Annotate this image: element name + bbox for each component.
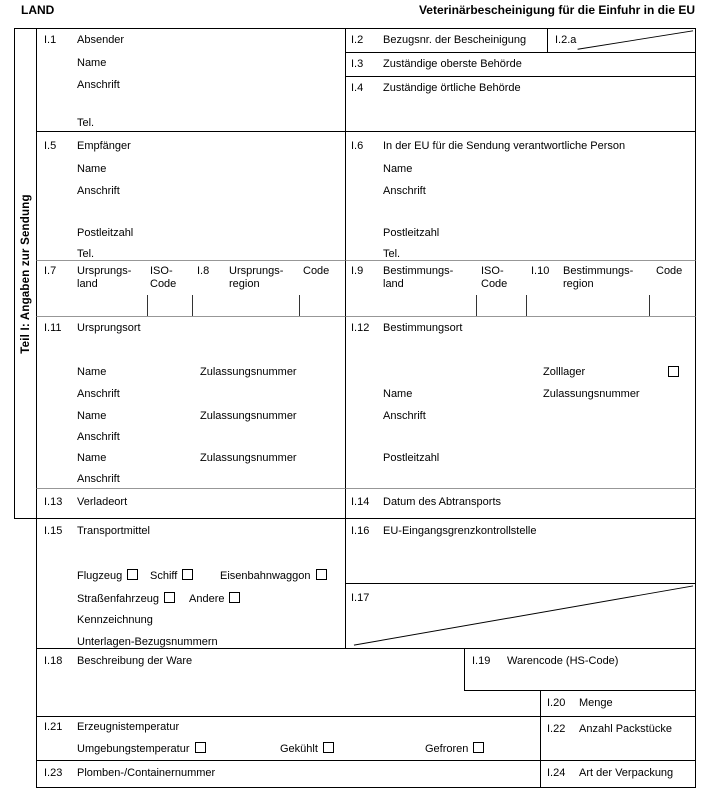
country-label: LAND [21, 3, 55, 17]
i5-number: I.5 [44, 140, 57, 152]
i3-number: I.3 [351, 58, 364, 70]
subfield-divider [649, 295, 650, 316]
i21-number: I.21 [44, 721, 63, 733]
i1-address-label: Anschrift [77, 79, 120, 91]
i18-label: Beschreibung der Ware [77, 655, 193, 667]
i15-road-option [77, 592, 175, 606]
field-i21 [36, 716, 541, 761]
i22-number: I.22 [547, 723, 566, 735]
i8-number: I.8 [197, 265, 210, 277]
i23-number: I.23 [44, 767, 63, 779]
ambient-label: Umgebungstemperatur [77, 743, 190, 755]
i16-label: EU-Eingangsgrenzkontrollstelle [383, 525, 537, 537]
airplane-label: Flugzeug [77, 570, 123, 582]
i9-iso-label: ISO-Code [481, 265, 508, 290]
i24-label: Art der Verpackung [579, 767, 674, 779]
field-i1 [36, 28, 346, 132]
part1-label: Teil I: Angaben zur Sendung [19, 193, 32, 354]
diagonal-line [548, 29, 695, 52]
subfield-divider [526, 295, 527, 316]
i10-label: Bestimmungs-region [563, 265, 634, 290]
subfield-divider [147, 295, 148, 316]
subfield-divider [476, 295, 477, 316]
i13-label: Verladeort [77, 496, 128, 508]
i1-tel-label: Tel. [77, 117, 95, 129]
i12-name-label: Name [383, 388, 413, 400]
other-label: Andere [189, 593, 225, 605]
i2-number: I.2 [351, 34, 364, 46]
field-i4 [345, 76, 696, 132]
i11-address-label-1: Anschrift [77, 388, 120, 400]
field-i7-i8 [36, 260, 346, 317]
i5-name-label: Name [77, 163, 107, 175]
field-i13 [36, 488, 346, 519]
i5-address-label: Anschrift [77, 185, 120, 197]
form-title: Veterinärbescheinigung für die Einfuhr in die EU [418, 3, 695, 17]
i10-code-label: Code [656, 265, 683, 277]
i13-number: I.13 [44, 496, 63, 508]
field-i9-i10 [345, 260, 696, 317]
field-i3 [345, 52, 696, 77]
i6-label: In der EU für die Sendung verantwortliche Person [383, 140, 626, 152]
i6-number: I.6 [351, 140, 364, 152]
i21-frozen-option [425, 742, 484, 756]
i1-number: I.1 [44, 34, 57, 46]
i15-other-option [189, 592, 240, 606]
field-i23 [36, 760, 541, 788]
ship-label: Schiff [150, 570, 178, 582]
i17-number: I.17 [351, 592, 370, 604]
i15-airplane-option [77, 569, 138, 583]
i16-number: I.16 [351, 525, 370, 537]
i3-label: Zuständige oberste Behörde [383, 58, 522, 70]
field-i16 [345, 518, 696, 584]
field-i20 [540, 690, 696, 717]
i11-approval-label-1: Zulassungsnummer [200, 366, 297, 378]
frozen-label: Gefroren [425, 743, 469, 755]
i8-label: Ursprungs-region [229, 265, 284, 290]
i12-postcode-label: Postleitzahl [383, 452, 440, 464]
field-i2 [345, 28, 548, 53]
field-i22 [540, 716, 696, 761]
field-i6 [345, 131, 696, 261]
i12-number: I.12 [351, 322, 370, 334]
i5-label: Empfänger [77, 140, 131, 152]
subfield-divider [299, 295, 300, 316]
flugzeug-checkbox[interactable] [127, 569, 138, 580]
i9-number: I.9 [351, 265, 364, 277]
i11-number: I.11 [44, 322, 62, 334]
i7-number: I.7 [44, 265, 57, 277]
gefroren-checkbox[interactable] [473, 742, 484, 753]
i7-iso-label: ISO-Code [150, 265, 177, 290]
i6-tel-label: Tel. [383, 248, 401, 260]
i7-label: Ursprungs-land [77, 265, 132, 290]
i6-address-label: Anschrift [383, 185, 426, 197]
i12-approval-label: Zulassungsnummer [543, 388, 640, 400]
i15-number: I.15 [44, 525, 63, 537]
umgebungstemperatur-checkbox[interactable] [195, 742, 206, 753]
i9-label: Bestimmungs-land [383, 265, 454, 290]
railway-label: Eisenbahnwaggon [220, 570, 311, 582]
field-i11 [36, 316, 346, 489]
i14-label: Datum des Abtransports [383, 496, 502, 508]
gekuehlt-checkbox[interactable] [323, 742, 334, 753]
andere-checkbox[interactable] [229, 592, 240, 603]
i23-label: Plomben-/Containernummer [77, 767, 216, 779]
schiff-checkbox[interactable] [182, 569, 193, 580]
i20-label: Menge [579, 697, 613, 709]
i11-approval-label-2: Zulassungsnummer [200, 410, 297, 422]
i1-label: Absender [77, 34, 125, 46]
eisenbahnwaggon-checkbox[interactable] [316, 569, 327, 580]
i11-name-label-2: Name [77, 410, 107, 422]
i11-address-label-3: Anschrift [77, 473, 120, 485]
i21-label: Erzeugnistemperatur [77, 721, 180, 733]
i18-number: I.18 [44, 655, 63, 667]
i19-number: I.19 [472, 655, 491, 667]
i6-postcode-label: Postleitzahl [383, 227, 440, 239]
i6-name-label: Name [383, 163, 413, 175]
i12-customs-warehouse-label: Zolllager [543, 366, 586, 378]
field-i24 [540, 760, 696, 788]
subfield-divider [192, 295, 193, 316]
chilled-label: Gekühlt [280, 743, 318, 755]
i24-number: I.24 [547, 767, 566, 779]
i15-doc-refs-label: Unterlagen-Bezugsnummern [77, 636, 218, 648]
i21-chilled-option [280, 742, 334, 756]
i4-number: I.4 [351, 82, 364, 94]
part1-strip [14, 28, 37, 519]
diagonal-line [346, 584, 695, 648]
i15-label: Transportmittel [77, 525, 150, 537]
i2a-number: I.2.a [555, 34, 577, 46]
field-i14 [345, 488, 696, 519]
i11-name-label-3: Name [77, 452, 107, 464]
i21-ambient-option [77, 742, 206, 756]
i15-railway-option [220, 569, 327, 583]
strassenfahrzeug-checkbox[interactable] [164, 592, 175, 603]
i12-address-label: Anschrift [383, 410, 426, 422]
field-i17 [345, 583, 696, 649]
road-label: Straßenfahrzeug [77, 593, 159, 605]
i1-name-label: Name [77, 57, 107, 69]
i5-postcode-label: Postleitzahl [77, 227, 134, 239]
field-i15 [36, 518, 346, 649]
i11-name-label-1: Name [77, 366, 107, 378]
i2-label: Bezugsnr. der Bescheinigung [383, 34, 527, 46]
i11-label: Ursprungsort [77, 322, 141, 334]
field-i19 [464, 648, 696, 691]
i10-number: I.10 [531, 265, 550, 277]
zolllager-checkbox[interactable] [668, 366, 679, 377]
i19-label: Warencode (HS-Code) [507, 655, 619, 667]
i11-approval-label-3: Zulassungsnummer [200, 452, 297, 464]
i15-ship-option [150, 569, 193, 583]
i11-address-label-2: Anschrift [77, 431, 120, 443]
i22-label: Anzahl Packstücke [579, 723, 672, 735]
field-i2a [547, 28, 696, 53]
i14-number: I.14 [351, 496, 370, 508]
i8-code-label: Code [303, 265, 330, 277]
i5-tel-label: Tel. [77, 248, 95, 260]
field-i12 [345, 316, 696, 489]
i4-label: Zuständige örtliche Behörde [383, 82, 521, 94]
i12-label: Bestimmungsort [383, 322, 463, 334]
field-i5 [36, 131, 346, 261]
i15-identification-label: Kennzeichnung [77, 614, 153, 626]
i20-number: I.20 [547, 697, 566, 709]
